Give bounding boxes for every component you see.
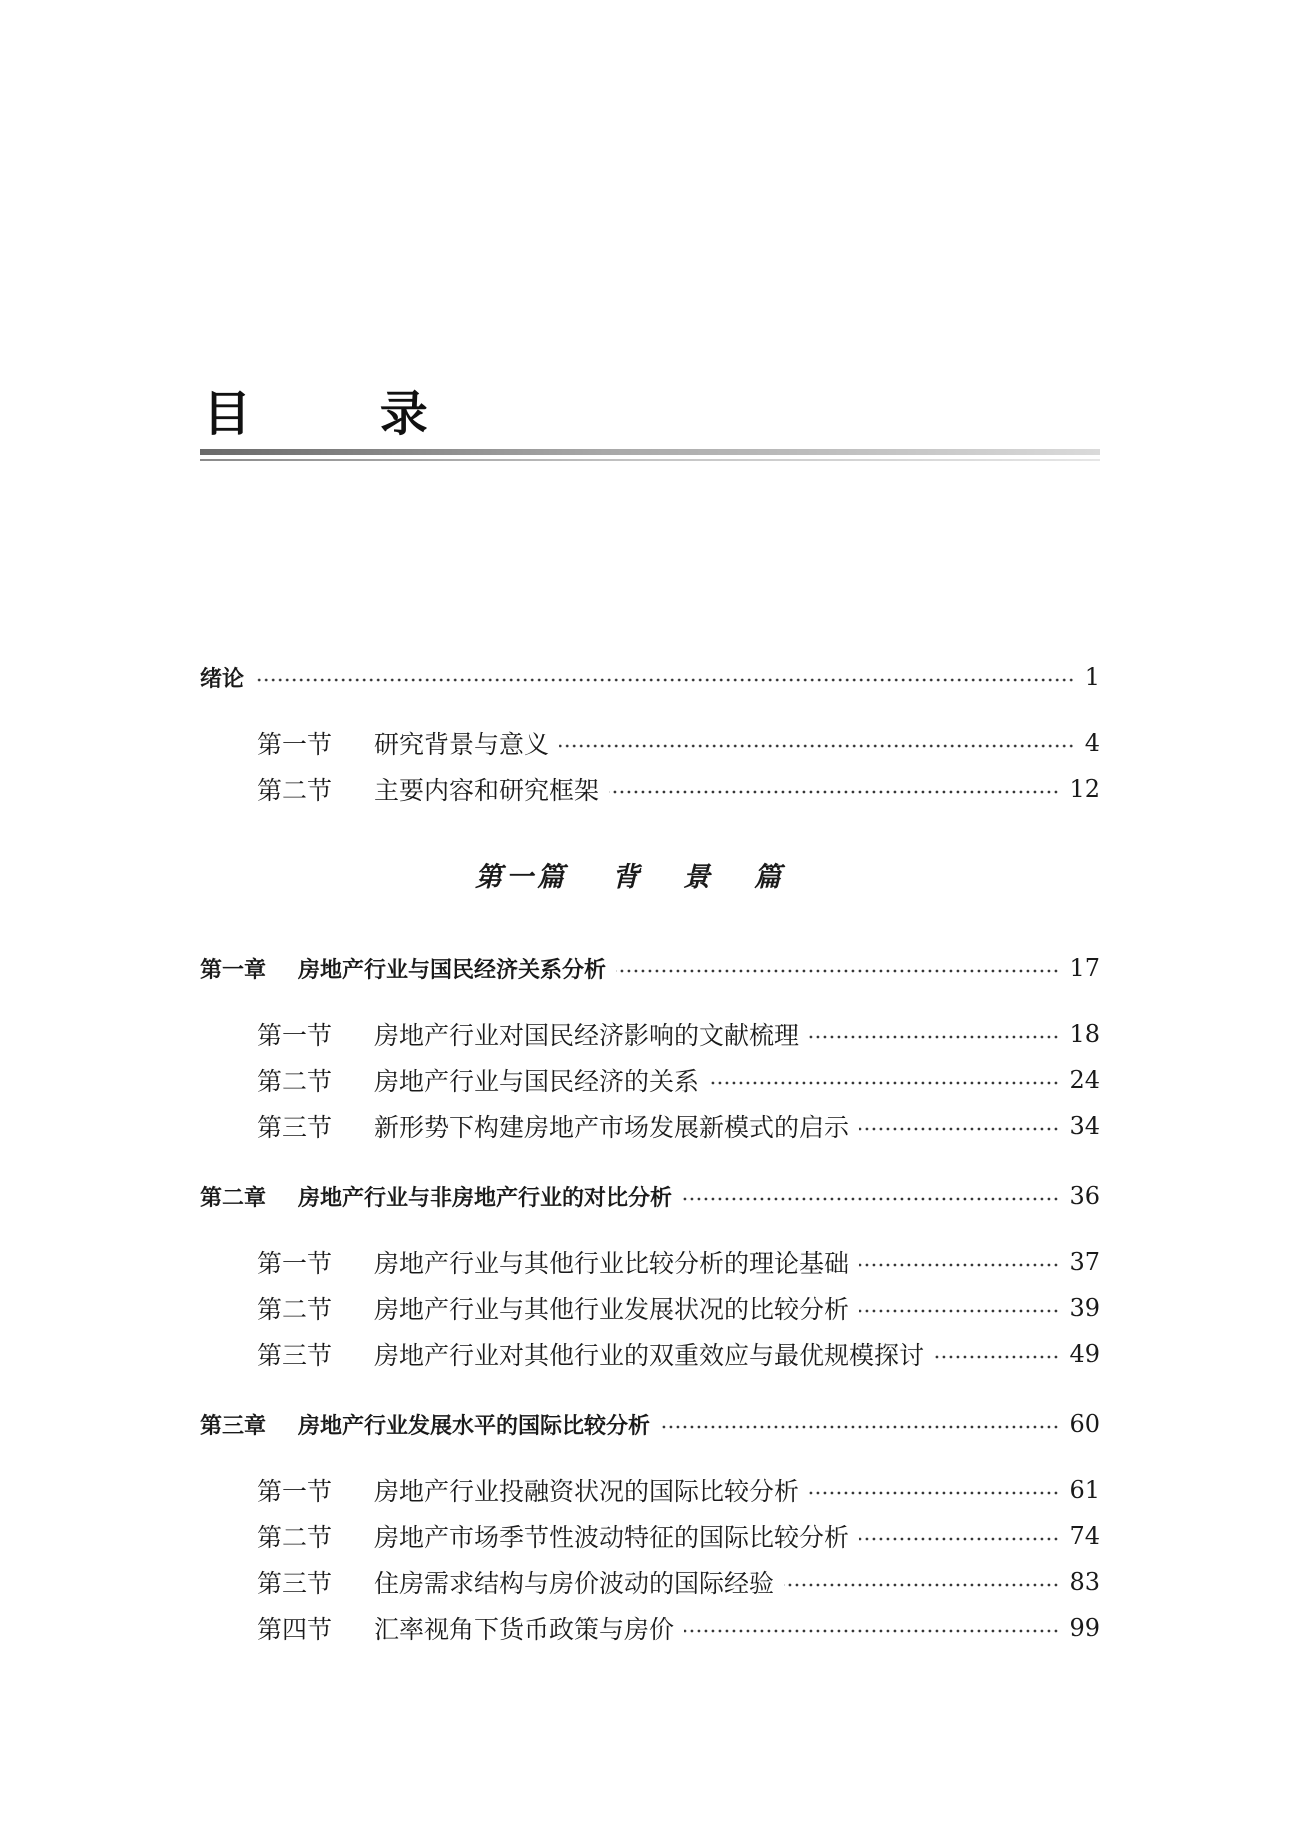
section-title: 房地产行业对其他行业的双重效应与最优规模探讨 bbox=[374, 1341, 925, 1370]
chapter-title: 房地产行业与国民经济关系分析 bbox=[298, 957, 607, 983]
section-page: 24 bbox=[1069, 1066, 1100, 1094]
section-page: 74 bbox=[1069, 1522, 1100, 1550]
section-number: 第一节 bbox=[257, 1477, 333, 1506]
page-title: 目 录 bbox=[203, 386, 484, 442]
dot-leader bbox=[809, 1032, 1059, 1042]
toc-entry-section[interactable] bbox=[200, 1336, 1100, 1372]
toc-entry-chapter[interactable] bbox=[200, 1178, 1100, 1214]
section-title: 房地产行业与其他行业发展状况的比较分析 bbox=[374, 1295, 850, 1324]
toc-entry-section[interactable] bbox=[200, 771, 1100, 807]
toc-entry-chapter[interactable] bbox=[200, 950, 1100, 986]
section-title: 研究背景与意义 bbox=[374, 730, 550, 759]
section-title: 房地产行业对国民经济影响的文献梳理 bbox=[374, 1021, 800, 1050]
dot-leader bbox=[616, 966, 1059, 976]
section-page: 37 bbox=[1069, 1248, 1100, 1276]
section-page: 49 bbox=[1069, 1340, 1100, 1368]
section-page: 4 bbox=[1084, 729, 1100, 757]
section-title: 房地产行业与其他行业比较分析的理论基础 bbox=[374, 1249, 850, 1278]
chapter-number: 第一章 bbox=[200, 957, 267, 983]
chapter-number: 第三章 bbox=[200, 1413, 267, 1439]
section-title: 新形势下构建房地产市场发展新模式的启示 bbox=[374, 1113, 850, 1142]
part-heading bbox=[200, 855, 1100, 894]
section-number: 第二节 bbox=[257, 1523, 333, 1552]
toc-entry-section[interactable] bbox=[200, 1108, 1100, 1144]
toc-entry-section[interactable] bbox=[200, 1564, 1100, 1600]
section-number: 第三节 bbox=[257, 1341, 333, 1370]
part-name: 背景篇 bbox=[612, 862, 825, 893]
title-rule-thick bbox=[200, 449, 1100, 455]
section-page: 39 bbox=[1069, 1294, 1100, 1322]
toc-entry-intro[interactable] bbox=[200, 659, 1100, 695]
dot-leader bbox=[934, 1352, 1059, 1362]
section-title: 房地产行业与国民经济的关系 bbox=[374, 1067, 700, 1096]
section-page: 99 bbox=[1069, 1614, 1100, 1642]
dot-leader bbox=[859, 1124, 1059, 1134]
section-title: 主要内容和研究框架 bbox=[374, 776, 600, 805]
section-number: 第二节 bbox=[257, 776, 333, 805]
section-page: 83 bbox=[1069, 1568, 1100, 1596]
section-number: 第三节 bbox=[257, 1569, 333, 1598]
dot-leader bbox=[254, 675, 1075, 685]
chapter-page: 60 bbox=[1069, 1410, 1100, 1438]
section-page: 12 bbox=[1069, 775, 1100, 803]
dot-leader bbox=[559, 741, 1075, 751]
toc-entry-section[interactable] bbox=[200, 1610, 1100, 1646]
dot-leader bbox=[859, 1306, 1059, 1316]
dot-leader bbox=[809, 1488, 1059, 1498]
chapter-page: 17 bbox=[1069, 954, 1100, 982]
chapter-page: 36 bbox=[1069, 1182, 1100, 1210]
section-title: 汇率视角下货币政策与房价 bbox=[374, 1615, 675, 1644]
dot-leader bbox=[784, 1580, 1059, 1590]
section-title: 住房需求结构与房价波动的国际经验 bbox=[374, 1569, 775, 1598]
dot-leader bbox=[859, 1260, 1059, 1270]
section-number: 第一节 bbox=[257, 1249, 333, 1278]
dot-leader bbox=[682, 1194, 1059, 1204]
toc-entry-section[interactable] bbox=[200, 1016, 1100, 1052]
dot-leader bbox=[660, 1422, 1059, 1432]
section-number: 第一节 bbox=[257, 1021, 333, 1050]
section-title: 房地产行业投融资状况的国际比较分析 bbox=[374, 1477, 800, 1506]
part-label: 第一篇 bbox=[475, 862, 568, 893]
section-number: 第二节 bbox=[257, 1295, 333, 1324]
toc-entry-section[interactable] bbox=[200, 1062, 1100, 1098]
title-rule-thin bbox=[200, 459, 1100, 461]
section-number: 第三节 bbox=[257, 1113, 333, 1142]
toc-entry-page: 1 bbox=[1084, 663, 1100, 691]
section-page: 34 bbox=[1069, 1112, 1100, 1140]
section-page: 18 bbox=[1069, 1020, 1100, 1048]
toc-entry-section[interactable] bbox=[200, 725, 1100, 761]
toc-entry-title: 绪论 bbox=[200, 666, 245, 692]
dot-leader bbox=[609, 787, 1059, 797]
dot-leader bbox=[709, 1078, 1059, 1088]
toc-entry-section[interactable] bbox=[200, 1472, 1100, 1508]
toc-entry-chapter[interactable] bbox=[200, 1406, 1100, 1442]
toc-entry-section[interactable] bbox=[200, 1518, 1100, 1554]
toc-entry-section[interactable] bbox=[200, 1244, 1100, 1280]
chapter-number: 第二章 bbox=[200, 1185, 267, 1211]
toc-entry-section[interactable] bbox=[200, 1290, 1100, 1326]
section-number: 第二节 bbox=[257, 1067, 333, 1096]
section-number: 第一节 bbox=[257, 730, 333, 759]
section-title: 房地产市场季节性波动特征的国际比较分析 bbox=[374, 1523, 850, 1552]
chapter-title: 房地产行业发展水平的国际比较分析 bbox=[298, 1413, 651, 1439]
section-number: 第四节 bbox=[257, 1615, 333, 1644]
chapter-title: 房地产行业与非房地产行业的对比分析 bbox=[298, 1185, 673, 1211]
dot-leader bbox=[859, 1534, 1059, 1544]
dot-leader bbox=[684, 1626, 1059, 1636]
section-page: 61 bbox=[1069, 1476, 1100, 1504]
